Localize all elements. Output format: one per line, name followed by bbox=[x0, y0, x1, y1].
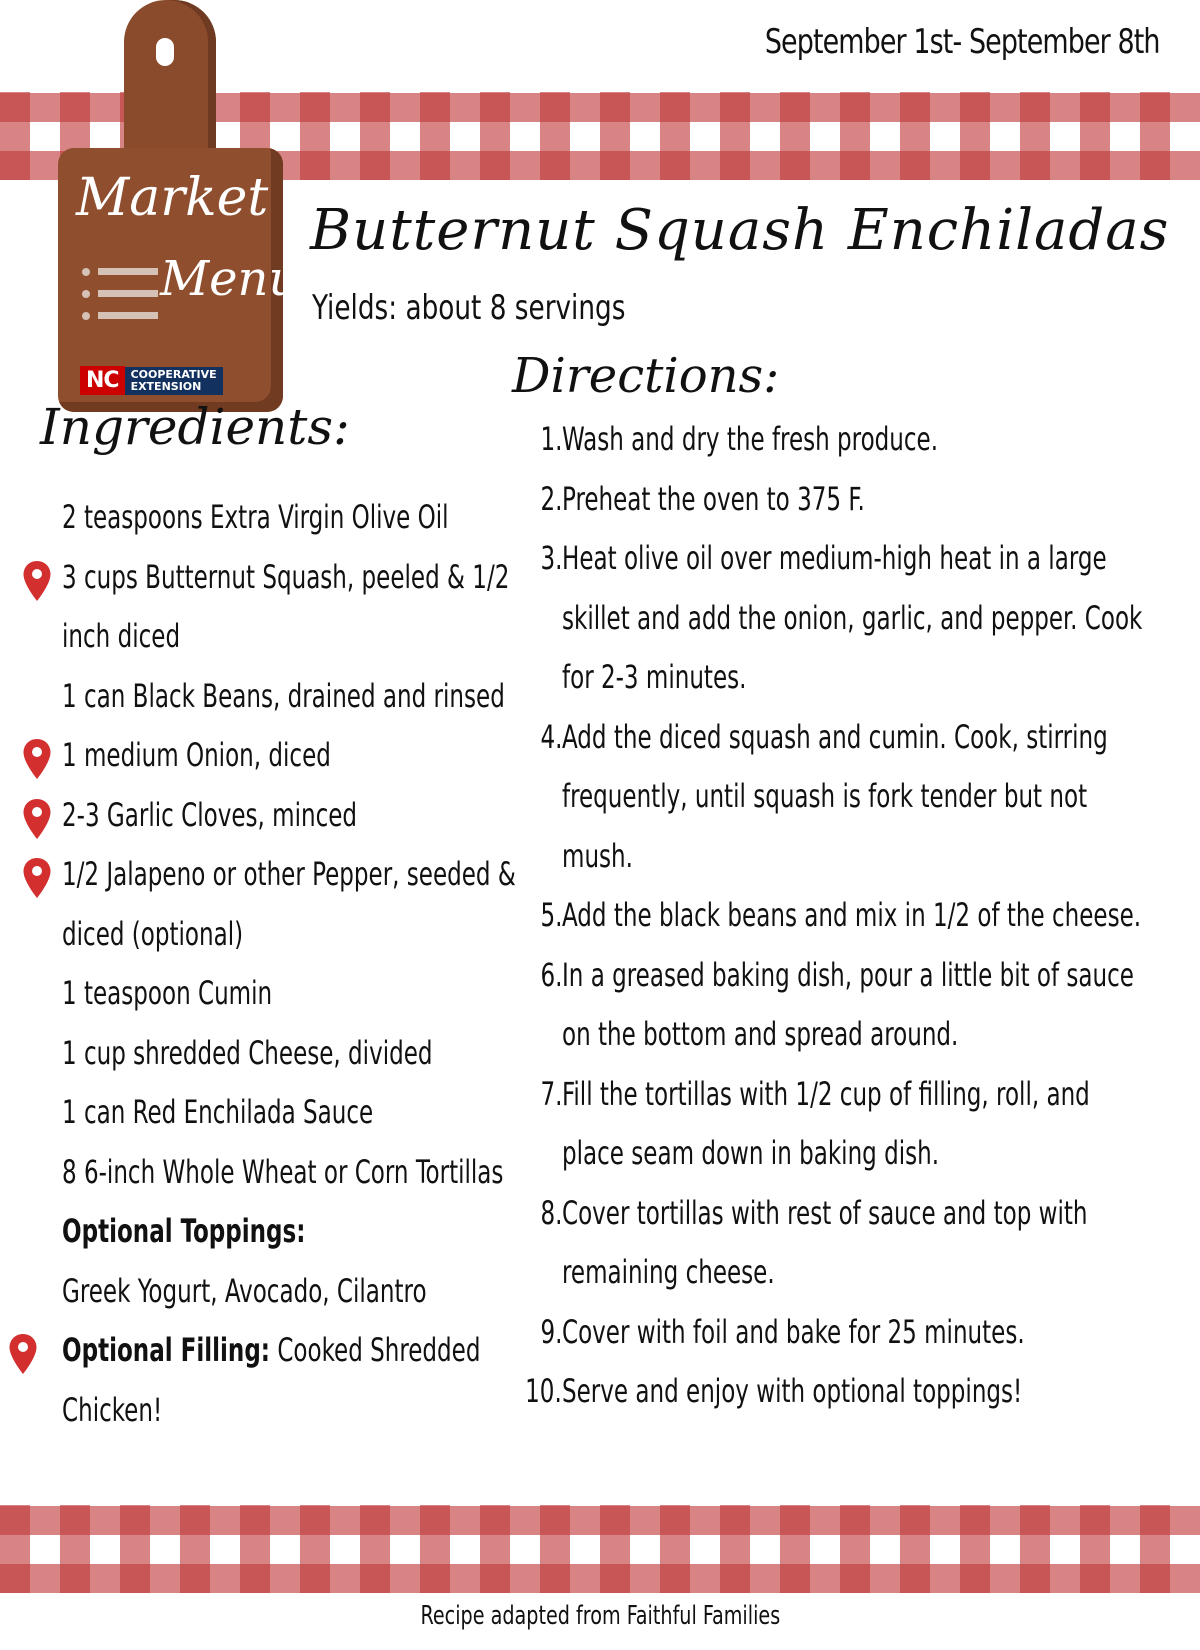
ingredient-line bbox=[0, 1143, 530, 1203]
location-pin-icon bbox=[22, 738, 52, 780]
ingredient-line bbox=[0, 726, 530, 786]
step-text: Fill the tortillas with 1/2 cup of filling, roll, and bbox=[562, 1074, 1090, 1113]
cutting-board-hole bbox=[156, 38, 174, 66]
ingredient-text: 3 cups Butternut Squash, peeled & 1/2 bbox=[62, 557, 510, 596]
ingredient-line bbox=[0, 1024, 530, 1084]
optional-filling-label: Optional Filling: bbox=[62, 1331, 271, 1369]
menu-dot-icon bbox=[82, 268, 90, 276]
ingredient-line bbox=[0, 667, 530, 727]
recipe-credit bbox=[0, 1601, 1200, 1631]
step-text: Add the diced squash and cumin. Cook, stirring bbox=[562, 717, 1108, 756]
yields: Yields: about 8 servings bbox=[312, 288, 626, 328]
ingredient-text: 1/2 Jalapeno or other Pepper, seeded & bbox=[62, 855, 516, 893]
step-number: 8. bbox=[540, 1193, 562, 1232]
ingredient-line bbox=[0, 1381, 530, 1441]
direction-line bbox=[520, 946, 1180, 1006]
step-number: 5. bbox=[540, 896, 562, 934]
badge-line-2: EXTENSION bbox=[130, 379, 202, 393]
step-text: mush. bbox=[562, 836, 633, 875]
ingredient-text: 1 teaspoon Cumin bbox=[62, 974, 273, 1012]
step-text: remaining cheese. bbox=[562, 1253, 775, 1291]
step-number: 10. bbox=[525, 1372, 562, 1410]
badge-extension-text bbox=[125, 367, 223, 395]
location-pin-icon bbox=[8, 1333, 38, 1375]
direction-line bbox=[520, 1362, 1180, 1422]
ingredient-line bbox=[0, 548, 530, 608]
menu-line bbox=[98, 268, 158, 275]
direction-line bbox=[520, 589, 1180, 649]
ingredient-text: Chicken! bbox=[62, 1390, 163, 1429]
cutting-board-handle bbox=[124, 0, 216, 158]
ingredient-text: 1 can Red Enchilada Sauce bbox=[62, 1093, 374, 1131]
ingredient-line bbox=[0, 1202, 530, 1262]
ingredient-text: 2 teaspoons Extra Virgin Olive Oil bbox=[62, 498, 449, 536]
direction-line bbox=[520, 1124, 1180, 1184]
ingredient-line bbox=[0, 607, 530, 667]
menu-line bbox=[98, 312, 158, 319]
gingham-border-bottom bbox=[0, 1505, 1200, 1593]
step-text: Heat olive oil over medium-high heat in a large bbox=[562, 539, 1107, 577]
ingredients-heading: Ingredients: bbox=[40, 398, 350, 456]
direction-line bbox=[520, 767, 1180, 827]
optional-toppings-label: Optional Toppings: bbox=[62, 1212, 306, 1250]
ingredient-line bbox=[0, 845, 530, 905]
direction-line bbox=[520, 1065, 1180, 1125]
market-menu-logo bbox=[58, 0, 300, 412]
step-text: frequently, until squash is fork tender but not bbox=[562, 777, 1088, 815]
location-pin-icon bbox=[22, 798, 52, 840]
ingredient-line bbox=[0, 964, 530, 1024]
direction-line bbox=[520, 886, 1180, 946]
ingredient-line bbox=[0, 905, 530, 965]
menu-line bbox=[98, 290, 158, 297]
direction-line bbox=[520, 529, 1180, 589]
ingredient-line bbox=[0, 1262, 530, 1322]
ingredient-text: diced (optional) bbox=[62, 914, 244, 953]
menu-dot-icon bbox=[82, 312, 90, 320]
step-text: Serve and enjoy with optional toppings! bbox=[562, 1372, 1023, 1410]
ingredient-line bbox=[0, 786, 530, 846]
step-number: 6. bbox=[540, 955, 562, 994]
direction-line bbox=[520, 1243, 1180, 1303]
step-text: Cover tortillas with rest of sauce and top with bbox=[562, 1193, 1088, 1232]
step-text: Preheat the oven to 375 F. bbox=[562, 479, 865, 518]
ingredient-text: inch diced bbox=[62, 617, 181, 655]
ingredient-text: 2-3 Garlic Cloves, minced bbox=[62, 795, 358, 834]
step-text: skillet and add the onion, garlic, and pepper. Cook bbox=[562, 598, 1143, 637]
direction-line bbox=[520, 470, 1180, 530]
direction-line bbox=[520, 708, 1180, 768]
ingredients-list bbox=[0, 488, 530, 1440]
step-number: 2. bbox=[540, 479, 562, 518]
logo-word-market: Market bbox=[76, 168, 269, 228]
badge-nc: NC bbox=[80, 366, 125, 395]
directions-heading: Directions: bbox=[512, 348, 780, 404]
step-number: 1. bbox=[540, 420, 562, 458]
step-text: for 2-3 minutes. bbox=[562, 658, 747, 696]
ingredient-text: 8 6-inch Whole Wheat or Corn Tortillas bbox=[62, 1152, 504, 1191]
ingredient-line bbox=[0, 1321, 530, 1381]
step-text: place seam down in baking dish. bbox=[562, 1134, 940, 1172]
step-text: Cover with foil and bake for 25 minutes. bbox=[562, 1312, 1025, 1351]
logo-word-menu: Menu bbox=[160, 251, 300, 307]
recipe-title: Butternut Squash Enchiladas bbox=[310, 198, 1170, 263]
step-number: 7. bbox=[540, 1074, 562, 1113]
ingredient-text: 1 can Black Beans, drained and rinsed bbox=[62, 676, 505, 715]
direction-line bbox=[520, 648, 1180, 708]
location-pin-icon bbox=[22, 857, 52, 899]
step-number: 4. bbox=[540, 717, 562, 756]
step-text: In a greased baking dish, pour a little bit of sauce bbox=[562, 955, 1134, 994]
badge-line-1: COOPERATIVE bbox=[130, 367, 217, 381]
ingredient-line bbox=[0, 1083, 530, 1143]
direction-line bbox=[520, 1184, 1180, 1244]
ingredient-line bbox=[0, 488, 530, 548]
menu-dot-icon bbox=[82, 290, 90, 298]
direction-line bbox=[520, 1005, 1180, 1065]
direction-line bbox=[520, 410, 1180, 470]
step-text: on the bottom and spread around. bbox=[562, 1015, 959, 1053]
ingredient-text: Greek Yogurt, Avocado, Cilantro bbox=[62, 1271, 427, 1310]
ingredient-text: 1 medium Onion, diced bbox=[62, 736, 331, 774]
direction-line bbox=[520, 827, 1180, 887]
location-pin-icon bbox=[22, 560, 52, 602]
nc-cooperative-extension-badge bbox=[80, 366, 223, 395]
step-text: Add the black beans and mix in 1/2 of the cheese. bbox=[562, 896, 1142, 934]
step-text: Wash and dry the fresh produce. bbox=[562, 420, 939, 458]
step-number: 3. bbox=[540, 539, 562, 577]
ingredient-text: 1 cup shredded Cheese, divided bbox=[62, 1033, 433, 1072]
date-range: September 1st- September 8th bbox=[765, 22, 1160, 62]
ingredient-text bbox=[62, 1321, 480, 1381]
recipe-credit-text: Recipe adapted from Faithful Families bbox=[420, 1601, 780, 1631]
step-number: 9. bbox=[540, 1312, 562, 1351]
direction-line bbox=[520, 1303, 1180, 1363]
directions-list bbox=[520, 410, 1180, 1422]
optional-filling-text: Cooked Shredded bbox=[270, 1331, 481, 1369]
